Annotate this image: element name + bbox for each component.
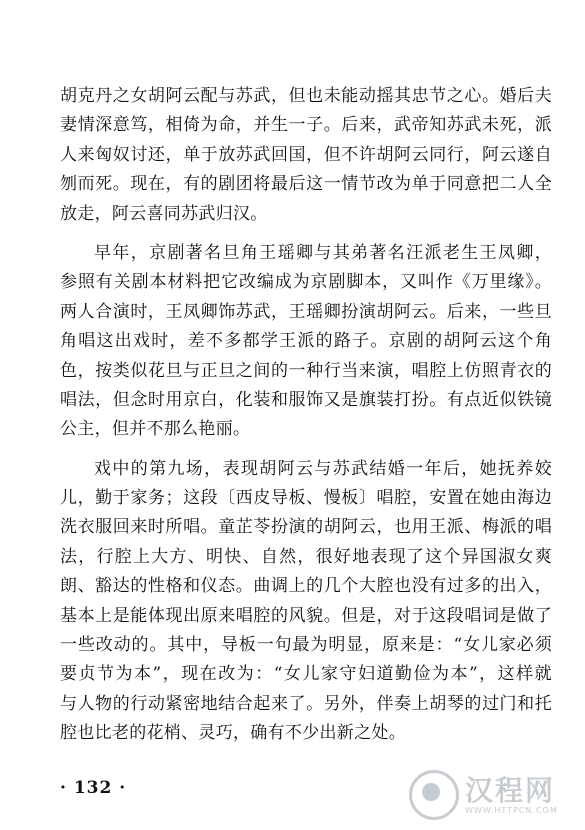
text-line: 人来匈奴讨还，单于放苏武回国，但不许胡阿云同行，阿云遂自 — [60, 144, 552, 165]
text-line: 洗衣服回来时所唱。童芷苓扮演的胡阿云，也用王派、梅派的唱 — [60, 517, 552, 538]
text-line: 一些改动的。其中，导板一句最为明显，原来是：“女儿家必须 — [60, 635, 552, 656]
text-line: 放走，阿云喜同苏武归汉。 — [60, 203, 268, 224]
text-line: 要贞节为本”，现在改为：“女儿家守妇道勤俭为本”，这样就 — [60, 664, 552, 685]
text-line: 参照有关剧本材料把它改编成为京剧脚本，又叫作《万里缘》。 — [60, 272, 552, 293]
text-line: 色，按类似花旦与正旦之间的一种行当来演，唱腔上仿照青衣的 — [60, 360, 552, 381]
paragraph-1 — [60, 82, 552, 229]
text-line: 公主，但并不那么艳丽。 — [60, 419, 251, 440]
paragraph-3 — [60, 455, 552, 749]
text-line: 角唱这出戏时，差不多都学王派的路子。京剧的胡阿云这个角 — [60, 331, 552, 352]
text-line: 朗、豁达的性格和仪态。曲调上的几个大腔也没有过多的出入， — [60, 576, 552, 597]
text-line: 胡克丹之女胡阿云配与苏武，但也未能动摇其忠节之心。婚后夫 — [60, 86, 552, 106]
site-watermark[interactable] — [409, 765, 579, 825]
text-line: 两人合演时，王凤卿饰苏武，王瑶卿扮演胡阿云。后来，一些旦 — [60, 301, 552, 322]
text-line: 戏中的第九场，表现胡阿云与苏武结婚一年后，她抚养姣 — [94, 458, 552, 479]
text-line: 唱法，但念时用京白，化装和服饰又是旗装打扮。有点近似铁镜 — [60, 389, 552, 410]
text-line: 腔也比老的花梢、灵巧，确有不少出新之处。 — [60, 723, 406, 744]
body-text — [60, 82, 552, 749]
text-line: 法，行腔上大方、明快、自然，很好地表现了这个异国淑女爽 — [60, 546, 552, 567]
text-line: 刎而死。现在，有的剧团将最后这一情节改为单于同意把二人全 — [60, 174, 552, 195]
text-line: 早年，京剧著名旦角王瑶卿与其弟著名汪派老生王凤卿， — [94, 242, 552, 263]
text-line: 儿，勤于家务；这段〔西皮导板、慢板〕唱腔，安置在她由海边 — [60, 488, 552, 509]
text-line: 基本上是能体现出原来唱腔的风貌。但是，对于这段唱词是做了 — [60, 605, 552, 626]
paragraph-2 — [60, 239, 552, 445]
watermark-url: WWW.HTTPCN.COM — [465, 805, 558, 815]
text-line: 与人物的行动紧密地结合起来了。另外，伴奏上胡琴的过门和托 — [60, 693, 552, 714]
watermark-text — [465, 773, 558, 815]
watermark-brand: 汉程网 — [465, 773, 556, 807]
text-line: 妻情深意笃，相倚为命，并生一子。后来，武帝知苏武未死，派 — [60, 115, 552, 136]
swirl-logo-icon — [409, 770, 459, 820]
page-number: · 132 · — [60, 778, 127, 798]
